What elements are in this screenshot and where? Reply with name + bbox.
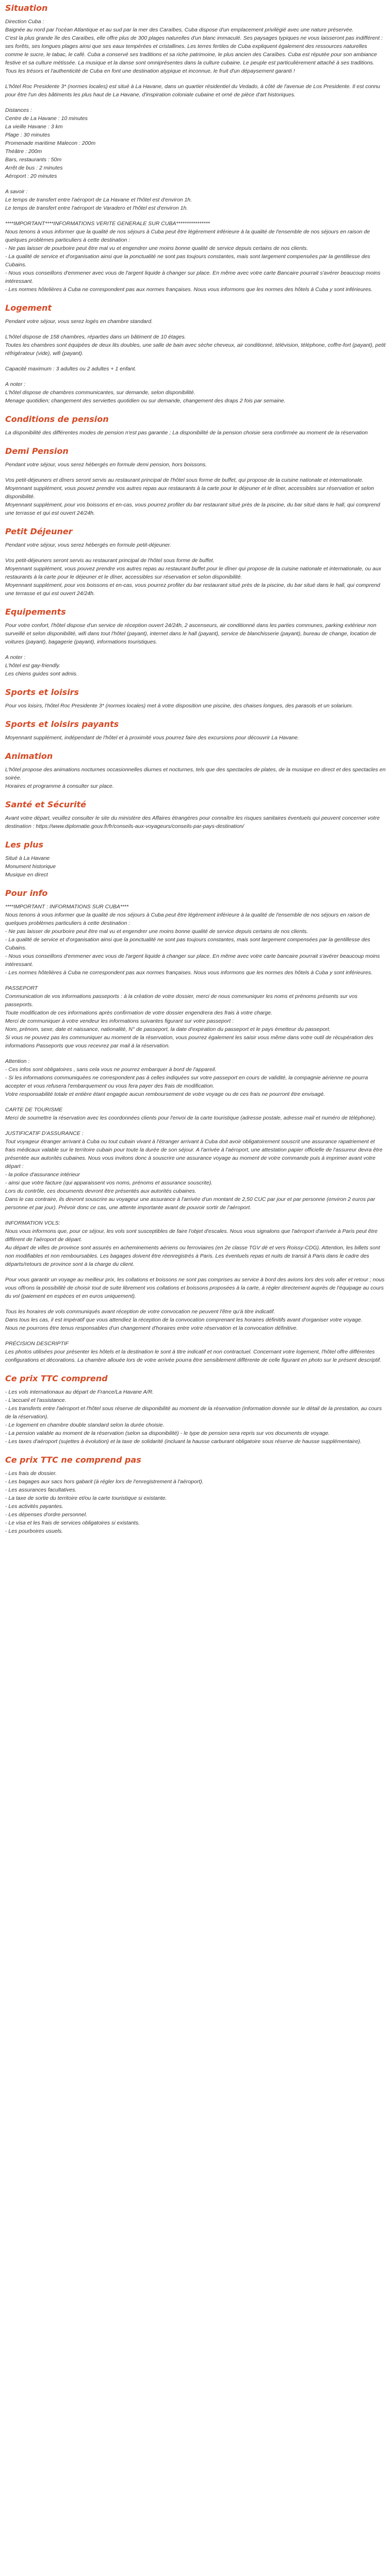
section-logement [5,303,386,405]
section-title-situation: Situation [5,3,48,13]
demi-pension-paragraph-intro: Pendant votre séjour, vous serez hébergés en formule demi pension, hors boissons. [5,462,207,468]
situation-paragraph-hotel: L'hôtel Roc Presidente 3* (normes locales) est situé à La Havane, dans un quartier résidentiel du Vedado, à côté de l'avenue de Los Presidente. Il est connu pour être l'un des bâtiments les plus haut de La Havane, d'inspiration coloniale cubaine et orné de pièce d'art historiques. [5,83,380,98]
equipements-paragraph-list: Pour votre confort, l'hôtel dispose d'un service de réception ouvert 24/24h, 2 ascenseurs, air conditionné dans les parties communes, parking extérieur non surveillé et selon disponibilité, wifi dans tout l'hôtel (payant), internet dans le hall (payant), service de blanchisserie (payant), bureau de change, location de voitures (payant), bagagerie (payant), informations touristiques. [5,622,377,645]
section-title-prix-comprend: Ce prix TTC comprend [5,1374,108,1383]
demi-pension-paragraph-details: Vos petit-déjeuners et dîners seront servis au restaurant principal de l'hôtel sous forme de buffet, qui propose de la cuisine nationale et internationale. Moyennant supplément, vous pouvez prendre vos autres repas aux restaurants à la carte pour le déjeuner et le dîner, accessibles sur réservation et selon disponibilité. Moyennant supplément, pour vos boissons et en-cas, vous pourrez profiter du bar restaurant situé près de la piscine, du bar situé dans le hall, qui comprend une terrasse et qui est ouvert 24/24h. [5,477,380,516]
section-prix-comprend [5,1374,386,1446]
equipements-paragraph-note: A noter : L'hôtel est gay-friendly. Les chiens guides sont admis. [5,654,78,677]
pour-info-paragraph-carte-tourisme: CARTE DE TOURISME Merci de soumettre la réservation avec les coordonnées clients pour l'envoi de la carte touristique (adresse postale, adresse mail et numéro de téléphone). [5,1107,377,1121]
situation-paragraph-transfer: A savoir : Le temps de transfert entre l'aéroport de La Havane et l'hôtel est d'environ 1h. Le temps de transfert entre l'aéroport de Varadero et l'hôtel est d'environ 1h. [5,189,192,211]
section-title-demi-pension: Demi Pension [5,446,69,456]
situation-paragraph-important: ****IMPORTANT****INFORMATIONS VERITE GENERALE SUR CUBA**************** Nous tenons à vous informer que la qualité de nos séjours à Cuba peut être légèrement inférieure à la qualité de l'ensemble de nos séjours en raison de quelques problèmes particuliers à cette destination : - Ne pas laisser de pourboire peut être mal vu et engendrer une moins bonne qualité de service depuis certains de nos clients. - La qualité de service et d'organisation ainsi que la ponctualité ne sont pas toujours constantes, mais sont largement compensées par la gentillesse des Cubains. - Nous vous conseillons d'emmener avec vous de l'argent liquide à changer sur place. En même avec votre carte Bancaire pourrait s'avérer beaucoup moins intéressant. - Les normes hôtelières à Cuba ne correspondent pas aux normes françaises. Nous vous informons que les normes des hôtels à Cuba y sont inférieures. [5,221,381,293]
situation-paragraph-direction: Direction Cuba : Baignée au nord par l'océan Atlantique et au sud par la mer des Caraïbes, Cuba dispose d'un emplacement privilégié avec une nature préservée. C'est la plus grande île des Caraïbes, elle offre plus de 300 plages naturelles d'un blanc immaculé. Ses paysages typiques ne vous laisseront pas indifférent : ses forêts, ses longues plages ainsi que ses eaux tempérées et cristallines. Les terres fertiles de Cuba expliquent également des ressources naturelles comme le sucre, le tabac, le café. Cuba a conservé ses traditions et sa riche patrimoine, le plus ancien des Caraïbes. Cuba est réputée pour son ambiance festive et sa culture métissée. La musique et la danse sont omniprésentes dans la culture cubaine. Le peuple est particulièrement attaché à ses traditions. Tous les trésors et l'authenticité de Cuba en font une destination atypique et inconnue, le fruit d'un dépaysement garanti ! [5,19,383,74]
pour-info-paragraph-passeport: PASSEPORT Communication de vos informations passeports : à la création de votre dossier, merci de nous communiquer les noms et prénoms présents sur vos passeports. Toute modification de ces informations après confirmation de votre dossier engendrera des frais à votre charge. Merci de communiquer à votre vendeur les informations suivantes figurant sur votre passeport : Nom, prénom, sexe, date et naissance, nationalité, N° de passeport, la date d'expiration du passeport et le pays émetteur du passeport. Si vous ne pouvez pas les communiquer au moment de la réservation, vous pourrez également les saisir vous même dans votre outil de récupération des informations Passeports que vous recevrez par mail à la réservation. [5,985,373,1049]
sports-loisirs-payants-paragraph: Moyennant supplément, indépendant de l'hôtel et à proximité vous pourrez faire des excursions pour découvrir La Havane. [5,735,299,741]
prix-comprend-list: - Les vols internationaux au départ de France/La Havane A/R. - L'accueil et l'assistance. - Les transferts entre l'aéroport et l'hôtel sous réserve de disponibilité au moment de la réservation (information donnée sur le détail de la prestation, au cours de la réservation). - Le logement en chambre double standard selon la durée choisie. - La pension valable au moment de la réservation (selon sa disponibilité) - le type de pension sera repris sur vos documents de voyage. - Les taxes d'aéroport (sujettes à évolution) et la taxe de solidarité (incluant la hausse carburant obligatoire sous réserve de hausse supplémentaire). [5,1389,382,1445]
section-title-prix-ne-comprend-pas: Ce prix TTC ne comprend pas [5,1455,141,1465]
petit-dejeuner-paragraph-details: Vos petit-déjeuners seront servis au restaurant principal de l'hôtel sous forme de buffet. Moyennant supplément, vous pouvez prendre vos autres repas au restaurant buffet pour le dîner qui propose de la cuisine nationale et internationale, ou aux restaurants à la carte pour le déjeuner et le dîner, accessibles sur réservation et selon disponibilité. Moyennant supplément, pour vos boissons et en-cas, vous pourrez profiter du bar restaurant situé près de la piscine, du bar situé dans le hall, qui comprend une terrasse et qui est ouvert 24/24h. [5,557,382,597]
section-petit-dejeuner [5,527,386,598]
sante-securite-paragraph: Avant votre départ, veuillez consulter le site du ministère des Affaires étrangères pour connaître les risques sanitaires éventuels qui peuvent concerner votre destination : https://www.diplomatie.gouv.fr/fr/conseils-aux-voyageurs/conseils-par-pays-destination/ [5,815,380,829]
logement-paragraph-capacity: Capacité maximum : 3 adultes ou 2 adultes + 1 enfant. [5,366,137,372]
section-title-conditions-pension: Conditions de pension [5,414,109,424]
section-title-les-plus: Les plus [5,840,43,850]
prix-ne-comprend-pas-list: - Les frais de dossier. - Les bagages aux sacs hors gabarit (à régler lors de l'enregistrement à l'aéroport). - Les assurances facultatives. - La taxe de sortie du territoire et/ou la carte touristique si existante. - Les activités payantes. - Les dépenses d'ordre personnel. - Le visa et les frais de services obligatoires si existants. - Les pourboires usuels. [5,1470,204,1534]
animation-paragraph: L'hôtel propose des animations nocturnes occasionnelles diurnes et nocturnes, tels que des spectacles de plates, de la musique en direct et des spectacles en soirée. Horaires et programme à consulter sur place. [5,767,386,789]
section-prix-ne-comprend-pas [5,1455,386,1535]
pour-info-paragraph-horaires: Tous les horaires de vols communiqués avant réception de votre convocation ne peuvent l'être qu'à titre indicatif. Dans tous les cas, il est impératif que vous attendiez la réception de la convocation comprenant les horaires définitifs avant d'organiser votre voyage. Nous ne pourrons être tenus responsables d'un changement d'horaires entre votre réservation et la convocation définitive. [5,1309,363,1331]
pour-info-paragraph-vols: INFORMATION VOLS: Nous vous informons que, pour ce séjour, les vols sont susceptibles de faire l'objet d'escales. Nous vous signalons que l'aéroport d'arrivée à Paris peut être différent de l'aéroport de départ. Au départ de villes de province sont assurés en acheminements aériens ou ferroviaires (en 2e classe TGV dé et vers Roissy-CDG). Attention, les billets sont non modifiables et non remboursables. Les bagages doivent être réenregistrés à Paris. Les éventuels repas et nuits de transit à Paris dans le cadre des départs/retours de province sont à la charge du client. [5,1220,380,1267]
section-sports-loisirs-payants [5,719,386,742]
sports-loisirs-paragraph: Pour vos loisirs, l'hôtel Roc Presidente 3* (normes locales) met à votre disposition une piscine, des chaises longues, des parasols et un solarium. [5,703,353,709]
section-title-sante-securite: Santé et Sécurité [5,800,86,809]
pour-info-paragraph-important: ****IMPORTANT : INFORMATIONS SUR CUBA**** Nous tenons à vous informer que la qualité de nos séjours à Cuba peut être légèrement inférieure à la qualité de l'ensemble de nos séjours en raison de quelques problèmes particuliers à cette destination : - Ne pas laisser de pourboire peut être mal vu et engendrer une moins bonne qualité de service depuis certains de nos clients. - La qualité de service et d'organisation ainsi que la ponctualité ne sont pas toujours constantes, mais sont largement compensées par la gentillesse des Cubains. - Nous vous conseillons d'emmener avec vous de l'argent liquide à changer sur place. En même avec votre carte bancaire pourrait s'avérer beaucoup moins intéressant. - Les normes hôtelières à Cuba ne correspondent pas aux normes françaises. Nous vous informons que les normes des hôtels à Cuba y sont inférieures. [5,904,380,976]
section-demi-pension [5,446,386,517]
logement-paragraph-rooms: L'hôtel dispose de 158 chambres, réparties dans un bâtiment de 10 étages. Toutes les chambres sont équipées de deux lits doubles, une salle de bain avec sèche cheveux, air conditionné, télévision, téléphone, coffre-fort (payant), petit réfrigérateur (vide), wifi (payant). [5,334,386,357]
section-title-petit-dejeuner: Petit Déjeuner [5,527,73,536]
section-title-logement: Logement [5,303,52,313]
section-title-equipements: Equipements [5,607,66,617]
section-sante-securite [5,800,386,831]
section-conditions-pension [5,414,386,437]
section-title-sports-loisirs-payants: Sports et loisirs payants [5,719,119,729]
logement-paragraph-note: A noter : L'hôtel dispose de chambres communicantes, sur demande, selon disponibilité. Menage quotidien; changement des serviettes quotidien ou sur demande, changement des draps 2 fois par semaine. [5,381,286,404]
section-title-sports-loisirs: Sports et loisirs [5,687,79,697]
section-situation [5,3,386,294]
section-animation [5,751,386,790]
conditions-pension-paragraph: La disponibilité des différentes modes de pension n'est pas garantie ; La disponibilité de la pension choisie sera confirmée au moment de la réservation [5,430,368,436]
section-les-plus [5,840,386,879]
pour-info-paragraph-attention: Attention : - Ces infos sont obligatoires , sans cela vous ne pourrez embarquer à bord de l'appareil. - Si les informations communiquées ne correspondent pas à celles indiquées sur votre passeport en cours de validité, la compagnie aérienne ne pourra accepter et vous refusera l'embarquement ou vous fera payer des frais de modification. Votre responsabilité totale et entière étant engagée aucun remboursement de votre voyage ou de ces frais ne pourront être envisagé. [5,1058,368,1097]
pour-info-paragraph-collations: Pour vous garantir un voyage au meilleur prix, les collations et boissons ne sont pas comprises au service à bord des avions lors des vols aller et retour ; nous vous offrons la possibilité de choisir tout de suite librement vos collations et boissons proposées à la carte, à régler directement auprès de l'équipage au cours du vol (paiement en espèces et en euros uniquement). [5,1277,385,1299]
logement-paragraph-intro: Pendant votre séjour, vous serez logés en chambre standard. [5,318,153,325]
pour-info-paragraph-precision: PRÉCISION DESCRIPTIF Les photos utilisées pour présenter les hôtels et la destination le sont à titre indicatif et non contractuel. Concernant votre logement, l'hôtel offre différentes configurations et décorations. La chambre allouée lors de votre arrivée pourra être sensiblement différente de celle figurant en photo sur le présent descriptif. [5,1341,381,1363]
situation-paragraph-distances: Distances : Centre de La Havane : 10 minutes La vieille Havane : 3 km Plage : 30 minutes Promenade maritime Malecon : 200m Théâtre : 200m Bars, restaurants : 50m Arrêt de bus : 2 minutes Aéroport : 20 minutes [5,107,96,179]
section-sports-loisirs [5,687,386,710]
section-equipements [5,607,386,678]
section-title-animation: Animation [5,751,53,761]
section-pour-info [5,888,386,1364]
les-plus-paragraph: Situé à La Havane Monument historique Musique en direct [5,855,56,878]
section-title-pour-info: Pour info [5,888,48,898]
petit-dejeuner-paragraph-intro: Pendant votre séjour, vous serez hébergés en formule petit-déjeuner. [5,542,171,548]
pour-info-paragraph-assurance: JUSTIFICATIF D'ASSURANCE : Tout voyageur étranger arrivant à Cuba ou tout cubain vivant à l'étranger arrivant à Cuba doit avoir obligatoirement souscrit une assurance rapatriement et frais médicaux valable sur le territoire cubain pour toute la durée de son séjour. A l'arrivée à l'aéroport, une attestation papier officielle de l'assureur devra être présentée aux autorités cubaines. Nous vous invitons donc à souscrire une assurance voyage au moment de votre commande puis à imprimer avant votre départ : - la police d'assurance intérieur - ainsi que votre facture (qui apparaissent vos noms, prénoms et assurance souscrite). Lors du contrôle, ces documents devront être présentés aux autorités cubaines. Dans le cas contraire, ils devront souscrire au voyageur une assurance à l'arrivée d'un montant de 2,50 CUC par jour et par personne (environ 2 euros par personne et par jour). Prévoir donc ce cas, une attente importante avant de pouvoir sortir de l'aéroport. [5,1130,383,1211]
